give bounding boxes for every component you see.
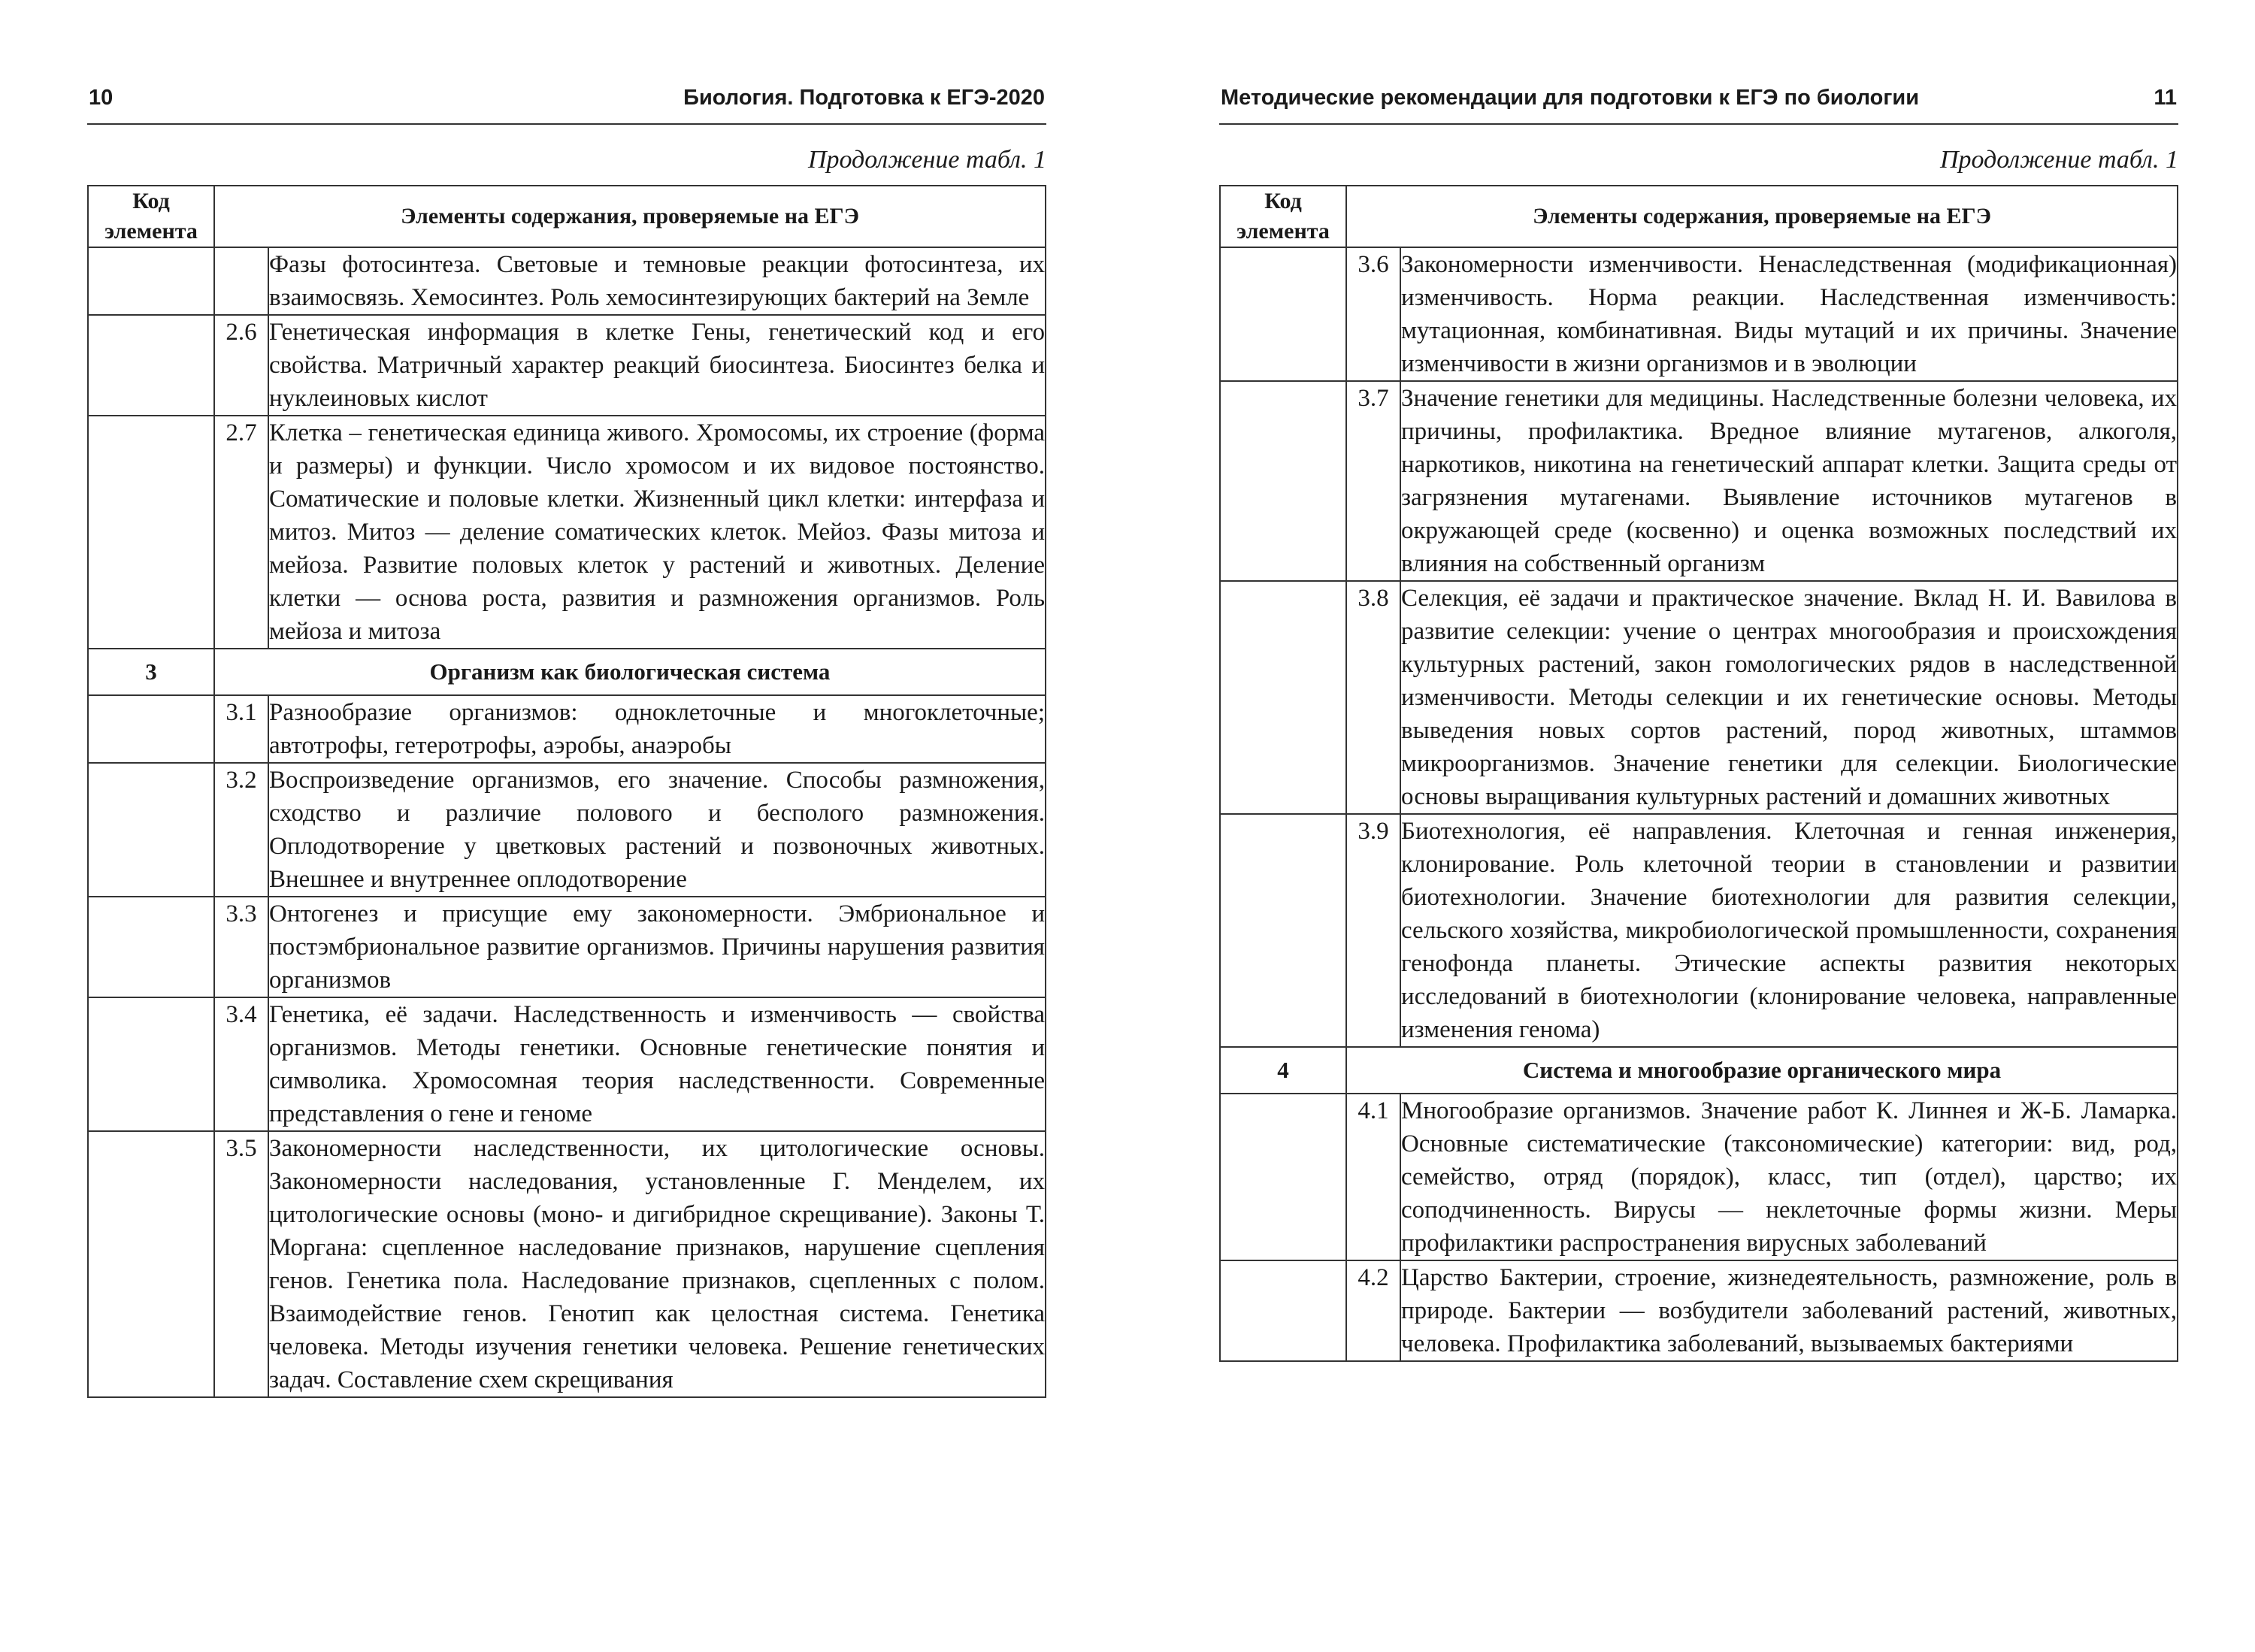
header-title: Элементы содержания, проверяемые на ЕГЭ xyxy=(214,186,1046,247)
code-cell xyxy=(1220,1094,1346,1260)
table-row xyxy=(1220,581,2178,814)
subcode-cell: 4.1 xyxy=(1346,1094,1400,1260)
content-cell: Фазы фотосинтеза. Световые и темновые реакции фотосинтеза, их взаимосвязь. Хемосинтез. Роль хемосинтезирующих бактерий на Земле xyxy=(268,247,1046,315)
subcode-cell: 3.5 xyxy=(214,1131,268,1397)
right-page xyxy=(1219,0,2178,1652)
page-number: 11 xyxy=(2154,86,2177,110)
content-cell: Генетическая информация в клетке Гены, генетический код и его свойства. Матричный характер реакций биосинтеза. Биосинтез белка и нуклеиновых кислот xyxy=(268,315,1046,416)
content-cell: Разнообразие организмов: одноклеточные и многоклеточные; автотрофы, гетеротрофы, аэробы, анаэробы xyxy=(268,695,1046,763)
section-title: Организм как биологическая система xyxy=(214,649,1046,695)
content-cell: Многообразие организмов. Значение работ К. Линнея и Ж-Б. Ламарка. Основные систематические (таксономические) категории: вид, род, семейство, отряд (порядок), класс, тип (отдел), царство; их соподчиненность. Вирусы — неклеточные формы жизни. Меры профилактики распространения вирусных заболеваний xyxy=(1400,1094,2178,1260)
subcode-cell: 2.6 xyxy=(214,315,268,416)
code-cell xyxy=(1220,381,1346,581)
running-title: Методические рекомендации для подготовки к ЕГЭ по биологии xyxy=(1221,86,1920,110)
content-cell: Клетка – генетическая единица живого. Хромосомы, их строение (форма и размеры) и функции. Число хромосом и их видовое постоянство. Соматические и половые клетки. Жизненный цикл клетки: интерфаза и митоз. Митоз — деление соматических клеток. Мейоз. Фазы митоза и мейоза. Развитие половых клеток у растений и животных. Деление клетки — основа роста, развития и размножения организмов. Роль мейоза и митоза xyxy=(268,416,1046,649)
header-title: Элементы содержания, проверяемые на ЕГЭ xyxy=(1346,186,2178,247)
subcode-cell: 3.7 xyxy=(1346,381,1400,581)
code-cell xyxy=(1220,581,1346,814)
section-row xyxy=(1220,1047,2178,1094)
table-row xyxy=(88,315,1046,416)
code-cell xyxy=(88,695,214,763)
code-cell xyxy=(88,1131,214,1397)
subcode-cell: 2.7 xyxy=(214,416,268,649)
table-header xyxy=(88,186,1046,247)
table-row xyxy=(1220,381,2178,581)
code-cell xyxy=(88,416,214,649)
subcode-cell: 3.4 xyxy=(214,997,268,1131)
subcode-cell: 3.9 xyxy=(1346,814,1400,1047)
table-row xyxy=(1220,247,2178,381)
code-cell xyxy=(1220,1260,1346,1361)
table-row xyxy=(1220,1260,2178,1361)
subcode-cell: 4.2 xyxy=(1346,1260,1400,1361)
table-row xyxy=(1220,1094,2178,1260)
content-cell: Селекция, её задачи и практическое значение. Вклад Н. И. Вавилова в развитие селекции: учение о центрах многообразия и происхождения культурных растений, закон гомологических рядов в наследственной изменчивости. Методы селекции и их генетические основы. Методы выведения новых сортов растений, пород животных, штаммов микроорганизмов. Значение генетики для селекции. Биологические основы выращивания культурных растений и домашних животных xyxy=(1400,581,2178,814)
section-code: 4 xyxy=(1220,1047,1346,1094)
code-cell xyxy=(88,997,214,1131)
table-header xyxy=(1220,186,2178,247)
content-cell: Генетика, её задачи. Наследственность и изменчивость — свойства организмов. Методы генетики. Основные генетические понятия и символика. Хромосомная теория наследственности. Современные представления о гене и геноме xyxy=(268,997,1046,1131)
header-code: Код элемента xyxy=(88,186,214,247)
code-cell xyxy=(1220,247,1346,381)
running-head xyxy=(1219,81,2178,125)
code-cell xyxy=(88,315,214,416)
subcode-cell: 3.2 xyxy=(214,763,268,897)
subcode-cell: 3.3 xyxy=(214,897,268,997)
table-row xyxy=(1220,814,2178,1047)
subcode-cell: 3.1 xyxy=(214,695,268,763)
running-title: Биология. Подготовка к ЕГЭ-2020 xyxy=(683,86,1045,110)
table-continuation-label: Продолжение табл. 1 xyxy=(1939,146,2178,174)
section-code: 3 xyxy=(88,649,214,695)
subcode-cell: 3.8 xyxy=(1346,581,1400,814)
table-row xyxy=(88,997,1046,1131)
table-row xyxy=(88,247,1046,315)
section-title: Система и многообразие органического мира xyxy=(1346,1047,2178,1094)
table-row xyxy=(88,897,1046,997)
content-cell: Значение генетики для медицины. Наследственные болезни человека, их причины, профилактика. Вредное влияние мутагенов, алкоголя, наркотиков, никотина на генетический аппарат клетки. Защита среды от загрязнения мутагенами. Выявление источников мутагенов в окружающей среде (косвенно) и оценка возможных последствий их влияния на собственный организм xyxy=(1400,381,2178,581)
page-number: 10 xyxy=(89,86,114,110)
content-table xyxy=(87,185,1046,1398)
running-head xyxy=(87,81,1046,125)
section-row xyxy=(88,649,1046,695)
table-row xyxy=(88,1131,1046,1397)
content-cell: Биотехнология, её направления. Клеточная и генная инженерия, клонирование. Роль клеточной теории в становлении и развитии биотехнологии. Значение биотехнологии для развития селекции, сельского хозяйства, микробиологической промышленности, сохранения генофонда планеты. Этические аспекты развития некоторых исследований в биотехнологии (клонирование человека, направленные изменения генома) xyxy=(1400,814,2178,1047)
code-cell xyxy=(1220,814,1346,1047)
table-row xyxy=(88,416,1046,649)
code-cell xyxy=(88,247,214,315)
subcode-cell: 3.6 xyxy=(1346,247,1400,381)
content-cell: Воспроизведение организмов, его значение. Способы размножения, сходство и различие полового и бесполого размножения. Оплодотворение у цветковых растений и позвоночных животных. Внешнее и внутреннее оплодотворение xyxy=(268,763,1046,897)
table-row xyxy=(88,763,1046,897)
header-code: Код элемента xyxy=(1220,186,1346,247)
content-cell: Онтогенез и присущие ему закономерности. Эмбриональное и постэмбриональное развитие организмов. Причины нарушения развития организмов xyxy=(268,897,1046,997)
content-table xyxy=(1219,185,2178,1362)
left-page xyxy=(87,0,1046,1652)
content-cell: Закономерности изменчивости. Ненаследственная (модификационная) изменчивость. Норма реакции. Наследственная изменчивость: мутационная, комбинативная. Виды мутаций и их причины. Значение изменчивости в жизни организмов и в эволюции xyxy=(1400,247,2178,381)
code-cell xyxy=(88,897,214,997)
subcode-cell xyxy=(214,247,268,315)
table-continuation-label: Продолжение табл. 1 xyxy=(807,146,1046,174)
code-cell xyxy=(88,763,214,897)
content-cell: Закономерности наследственности, их цитологические основы. Закономерности наследования, установленные Г. Менделем, их цитологические основы (моно- и дигибридное скрещивание). Законы Т. Моргана: сцепленное наследование признаков, нарушение сцепления генов. Генетика пола. Наследование признаков, сцепленных с полом. Взаимодействие генов. Генотип как целостная система. Генетика человека. Методы изучения генетики человека. Решение генетических задач. Составление схем скрещивания xyxy=(268,1131,1046,1397)
content-cell: Царство Бактерии, строение, жизнедеятельность, размножение, роль в природе. Бактерии — возбудители заболеваний растений, животных, человека. Профилактика заболеваний, вызываемых бактериями xyxy=(1400,1260,2178,1361)
table-row xyxy=(88,695,1046,763)
